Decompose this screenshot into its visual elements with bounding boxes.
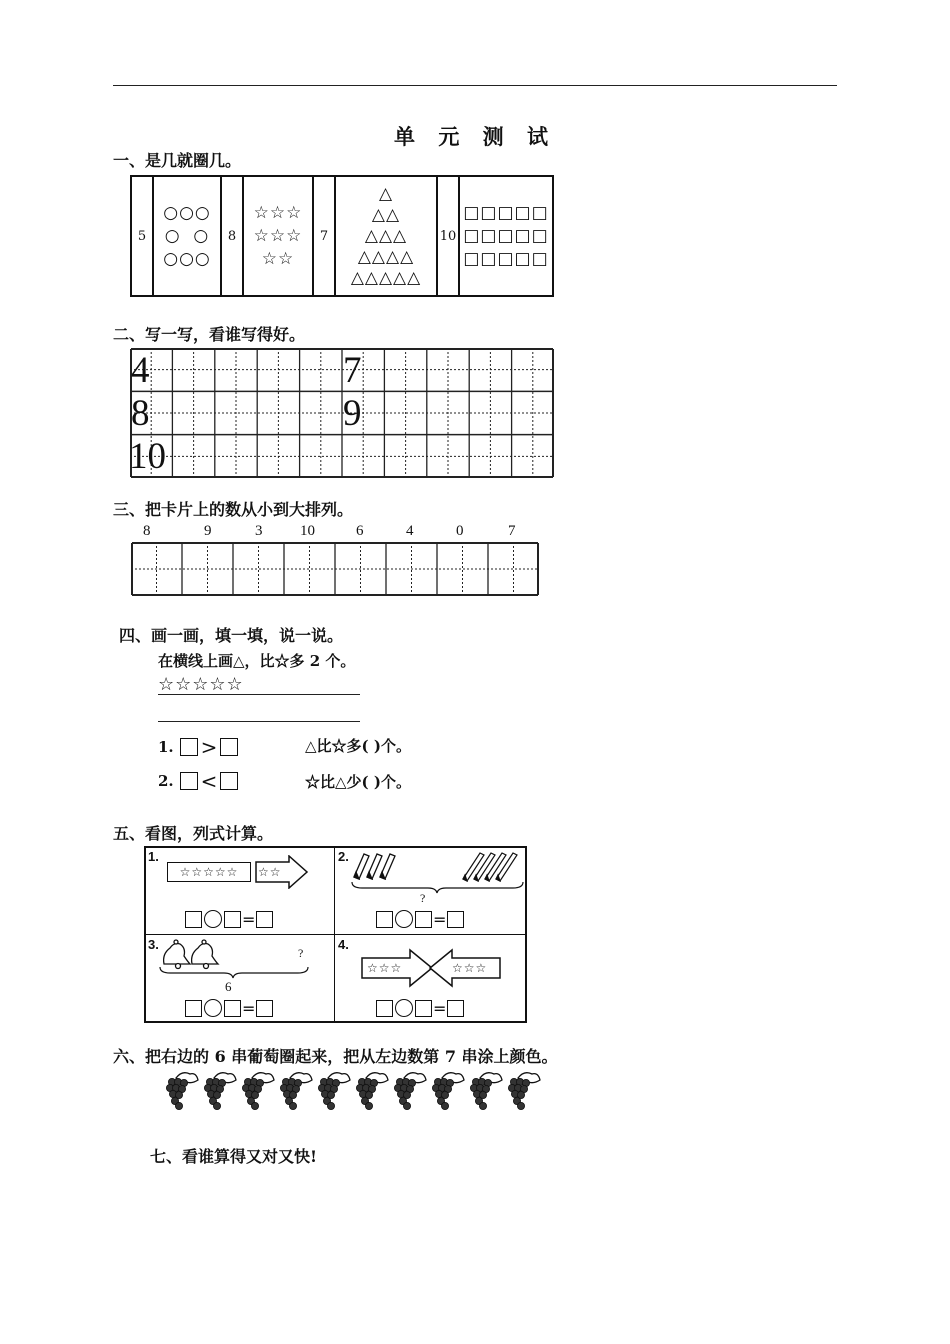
triangle-row: △△ — [371, 204, 401, 225]
answer-box[interactable] — [224, 911, 241, 928]
grape-bunch-icon[interactable] — [470, 1073, 502, 1110]
grape-bunch-icon[interactable] — [318, 1073, 350, 1110]
item-number: 2. — [158, 772, 174, 790]
answer-box[interactable] — [256, 911, 273, 928]
q4-item-1 — [158, 735, 238, 759]
answer-box[interactable] — [415, 911, 432, 928]
q2-label: 二、写一写，看谁写得好。 — [113, 325, 306, 344]
q6-label: 六、把右边的 6 串葡萄圈起来，把从左边数第 7 串涂上颜色。 — [113, 1047, 558, 1066]
answer-box[interactable] — [224, 1000, 241, 1017]
q4-stars: ☆☆☆☆☆ — [158, 674, 244, 695]
pencils-right-icon — [460, 850, 524, 882]
star-row: ☆☆ — [261, 248, 295, 269]
answer-box[interactable] — [180, 772, 198, 790]
answer-box[interactable] — [447, 911, 464, 928]
star-row: ☆☆☆ — [253, 225, 303, 246]
answer-box[interactable] — [185, 911, 202, 928]
less-than-sign: < — [200, 769, 218, 793]
operator-circle[interactable] — [395, 999, 413, 1017]
q1-group-stars — [244, 177, 314, 295]
q4-item-2 — [158, 769, 238, 793]
q5-cell-2-number: 2. — [338, 849, 349, 864]
circle-row: ○○○ — [163, 202, 211, 223]
circle-row: ○ ○ — [164, 225, 210, 246]
equal-sign: = — [242, 909, 256, 929]
q5-divider-h — [144, 934, 527, 935]
q4-item-2-text: ☆比△少( )个。 — [305, 773, 411, 791]
card-number: 4 — [406, 523, 414, 539]
greater-than-sign: > — [200, 735, 218, 759]
answer-box[interactable] — [376, 1000, 393, 1017]
q4-item-1-text: △比☆多( )个。 — [305, 737, 411, 755]
card-number: 3 — [255, 523, 263, 539]
square-row: □□□□□ — [463, 202, 549, 223]
card-number: 9 — [204, 523, 212, 539]
header-rule — [113, 85, 837, 86]
q2-writing-grid — [130, 348, 554, 478]
answer-box[interactable] — [415, 1000, 432, 1017]
q5-label: 五、看图，列式计算。 — [113, 824, 274, 843]
grape-bunch-icon[interactable] — [166, 1073, 198, 1110]
right-star-box: ☆☆ — [258, 865, 282, 879]
grape-bunch-icon[interactable] — [432, 1073, 464, 1110]
answer-box[interactable] — [447, 1000, 464, 1017]
operator-circle[interactable] — [204, 910, 222, 928]
grapes-row — [158, 1068, 550, 1110]
answer-box[interactable] — [220, 738, 238, 756]
brace-icon — [158, 965, 310, 979]
q4-line-stars — [158, 694, 360, 695]
q1-group-triangles — [336, 177, 438, 295]
triangle-row: △△△△△ — [350, 267, 422, 288]
square-row: □□□□□ — [463, 248, 549, 269]
q1-number-5: 5 — [132, 177, 154, 295]
triangle-row: △ — [378, 183, 394, 204]
grape-bunch-icon[interactable] — [242, 1073, 274, 1110]
sample-digit-9: 9 — [343, 393, 362, 434]
triangle-row: △△△△ — [357, 246, 415, 267]
triangle-row: △△△ — [364, 225, 408, 246]
grape-bunch-icon[interactable] — [356, 1073, 388, 1110]
q1-table — [130, 175, 554, 297]
equation-2 — [376, 908, 464, 929]
right-star-box: ☆☆☆ — [452, 961, 488, 975]
answer-box[interactable] — [185, 1000, 202, 1017]
page-title: 单 元 测 试 — [394, 124, 556, 149]
q1-label: 一、是几就圈几。 — [113, 151, 242, 170]
equation-1 — [185, 908, 273, 929]
item-number: 1. — [158, 738, 174, 756]
q5-cell-3-number: 3. — [148, 937, 159, 952]
q1-number-7: 7 — [314, 177, 336, 295]
q1-number-10: 10 — [438, 177, 460, 295]
equal-sign: = — [242, 998, 256, 1018]
grape-bunch-icon[interactable] — [280, 1073, 312, 1110]
grape-bunch-icon[interactable] — [508, 1073, 540, 1110]
q1-number-8: 8 — [222, 177, 244, 295]
card-number: 6 — [356, 523, 364, 539]
circle-row: ○○○ — [163, 248, 211, 269]
q5-cell-1-number: 1. — [148, 849, 159, 864]
question-mark: ? — [420, 891, 426, 905]
answer-box[interactable] — [180, 738, 198, 756]
card-number: 7 — [508, 523, 516, 539]
square-row: □□□□□ — [463, 225, 549, 246]
operator-circle[interactable] — [204, 999, 222, 1017]
q4-instruction: 在横线上画△，比☆多 2 个。 — [158, 652, 356, 670]
equation-3 — [185, 997, 273, 1018]
q3-label: 三、把卡片上的数从小到大排列。 — [113, 500, 354, 519]
sample-digit-10: 10 — [129, 436, 166, 477]
card-number: 10 — [300, 523, 315, 539]
q5-cell-4-number: 4. — [338, 937, 349, 952]
left-star-box: ☆☆☆ — [367, 961, 403, 975]
answer-box[interactable] — [220, 772, 238, 790]
operator-circle[interactable] — [395, 910, 413, 928]
question-mark: ? — [298, 946, 304, 960]
equation-4 — [376, 997, 464, 1018]
grape-bunch-icon[interactable] — [204, 1073, 236, 1110]
equal-sign: = — [433, 998, 447, 1018]
sample-digit-7: 7 — [343, 350, 362, 391]
pencils-left-icon — [350, 850, 402, 880]
q3-answer-grid — [131, 542, 539, 596]
q7-label: 七、看谁算得又对又快! — [150, 1147, 318, 1166]
card-number: 0 — [456, 523, 464, 539]
answer-box[interactable] — [256, 1000, 273, 1017]
star-row: ☆☆☆ — [253, 202, 303, 223]
total-number: 6 — [225, 979, 232, 994]
q4-line-triangles[interactable] — [158, 721, 360, 722]
equal-sign: = — [433, 909, 447, 929]
q1-group-squares — [460, 177, 552, 295]
answer-box[interactable] — [376, 911, 393, 928]
left-star-box: ☆☆☆☆☆ — [167, 862, 251, 882]
q4-label: 四、画一画，填一填，说一说。 — [119, 626, 344, 645]
sample-digit-8: 8 — [131, 393, 150, 434]
sample-digit-4: 4 — [131, 350, 150, 391]
card-number: 8 — [143, 523, 151, 539]
brace-icon — [350, 880, 525, 894]
grape-bunch-icon[interactable] — [394, 1073, 426, 1110]
q1-group-circles — [154, 177, 222, 295]
